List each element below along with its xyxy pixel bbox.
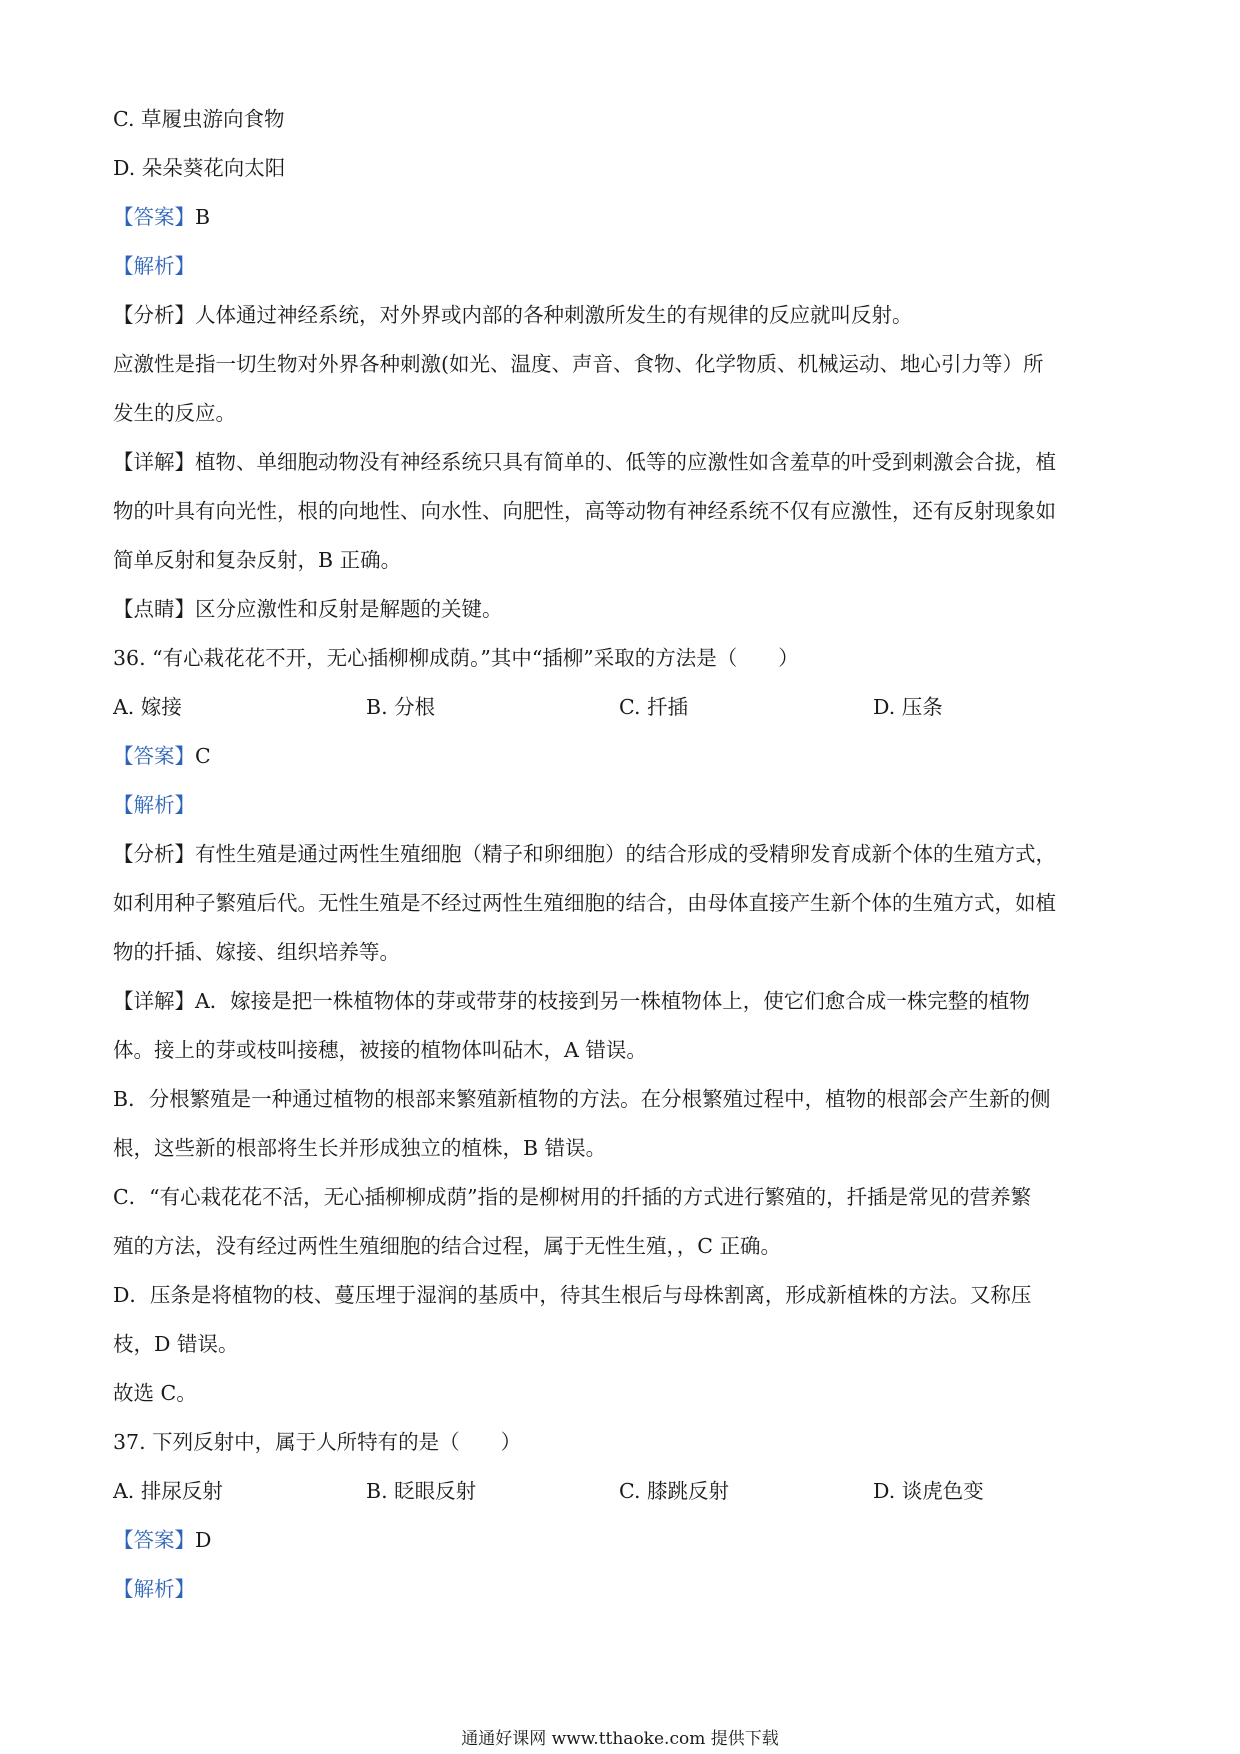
xiangjie-text: A．嫁接是把一株植物体的芽或带芽的枝接到另一株植物体上，使它们愈合成一株完整的植物 — [195, 989, 1030, 1013]
q35-fenxi-line-2: 应激性是指一切生物对外界各种刺激(如光、温度、声音、食物、化学物质、机械运动、地心引力等）所 — [113, 352, 1044, 376]
q35-option-c: C. 草履虫游向食物 — [113, 107, 285, 131]
page-footer: 通通好课网 www.tthaoke.com 提供下载 — [461, 1729, 779, 1749]
q37-stem: 37. 下列反射中，属于人所特有的是（ ） — [113, 1430, 522, 1454]
dianjing-text: 区分应激性和反射是解题的关键。 — [195, 597, 503, 621]
q37-option-d: D. 谈虎色变 — [873, 1479, 984, 1503]
q35-option-d: D. 朵朵葵花向太阳 — [113, 156, 286, 180]
answer-tag: 【答案】 — [113, 744, 195, 768]
q37-option-b: B. 眨眼反射 — [366, 1479, 477, 1503]
q36-fenxi-line-1 — [113, 839, 1056, 869]
q36-xiangjie-line-5: C．“有心栽花花不活，无心插柳柳成荫”指的是柳树用的扦插的方式进行繁殖的，扦插是常见的营养繁 — [113, 1185, 1032, 1209]
q36-option-d: D. 压条 — [873, 695, 943, 719]
q35-answer — [113, 202, 210, 232]
q36-conclusion: 故选 C。 — [113, 1381, 197, 1405]
answer-value: C — [195, 744, 211, 768]
q36-jiexi-tag: 【解析】 — [113, 793, 195, 817]
q36-xiangjie-line-8: 枝，D 错误。 — [113, 1332, 239, 1356]
q37-answer — [113, 1525, 211, 1555]
answer-value: B — [195, 205, 211, 229]
answer-tag: 【答案】 — [113, 205, 195, 229]
q36-xiangjie-line-3: B．分根繁殖是一种通过植物的根部来繁殖新植物的方法。在分根繁殖过程中，植物的根部会产生新的侧 — [113, 1087, 1051, 1111]
q36-fenxi-line-3: 物的扦插、嫁接、组织培养等。 — [113, 940, 400, 964]
answer-tag: 【答案】 — [113, 1528, 195, 1552]
xiangjie-tag: 【详解】 — [113, 989, 195, 1013]
q36-fenxi-line-2: 如利用种子繁殖后代。无性生殖是不经过两性生殖细胞的结合，由母体直接产生新个体的生殖方式，如植 — [113, 891, 1056, 915]
q36-option-a: A. 嫁接 — [113, 695, 182, 719]
q35-dianjing — [113, 594, 503, 624]
fenxi-tag: 【分析】 — [113, 303, 195, 327]
fenxi-text: 人体通过神经系统，对外界或内部的各种刺激所发生的有规律的反应就叫反射。 — [195, 303, 913, 327]
q36-xiangjie-line-2: 体。接上的芽或枝叫接穗，被接的植物体叫砧木，A 错误。 — [113, 1038, 647, 1062]
q35-fenxi-line-3: 发生的反应。 — [113, 401, 236, 425]
q35-xiangjie-line-2: 物的叶具有向光性，根的向地性、向水性、向肥性，高等动物有神经系统不仅有应激性，还有反射现象如 — [113, 499, 1056, 523]
q36-xiangjie-line-4: 根，这些新的根部将生长并形成独立的植株，B 错误。 — [113, 1136, 607, 1160]
q36-xiangjie-line-1 — [113, 986, 1030, 1016]
q36-option-c: C. 扦插 — [619, 695, 688, 719]
fenxi-text: 有性生殖是通过两性生殖细胞（精子和卵细胞）的结合形成的受精卵发育成新个体的生殖方式， — [195, 842, 1056, 866]
dianjing-tag: 【点睛】 — [113, 597, 195, 621]
q35-fenxi-line-1 — [113, 300, 913, 330]
q35-jiexi-tag: 【解析】 — [113, 254, 195, 278]
q35-xiangjie-line-3: 简单反射和复杂反射，B 正确。 — [113, 548, 402, 572]
xiangjie-text: 植物、单细胞动物没有神经系统只具有简单的、低等的应激性如含羞草的叶受到刺激会合拢，植 — [195, 450, 1056, 474]
q37-option-c: C. 膝跳反射 — [619, 1479, 729, 1503]
q35-xiangjie-line-1 — [113, 447, 1056, 477]
q36-xiangjie-line-6: 殖的方法，没有经过两性生殖细胞的结合过程，属于无性生殖，，C 正确。 — [113, 1234, 781, 1258]
fenxi-tag: 【分析】 — [113, 842, 195, 866]
xiangjie-tag: 【详解】 — [113, 450, 195, 474]
answer-value: D — [195, 1528, 212, 1552]
q37-option-a: A. 排尿反射 — [113, 1479, 223, 1503]
q36-stem: 36. “有心栽花花不开，无心插柳柳成荫。”其中“插柳”采取的方法是（ ） — [113, 646, 799, 670]
q36-answer — [113, 741, 211, 771]
q36-xiangjie-line-7: D．压条是将植物的枝、蔓压埋于湿润的基质中，待其生根后与母株割离，形成新植株的方法。又称压 — [113, 1283, 1032, 1307]
q36-option-b: B. 分根 — [366, 695, 436, 719]
q37-jiexi-tag: 【解析】 — [113, 1577, 195, 1601]
